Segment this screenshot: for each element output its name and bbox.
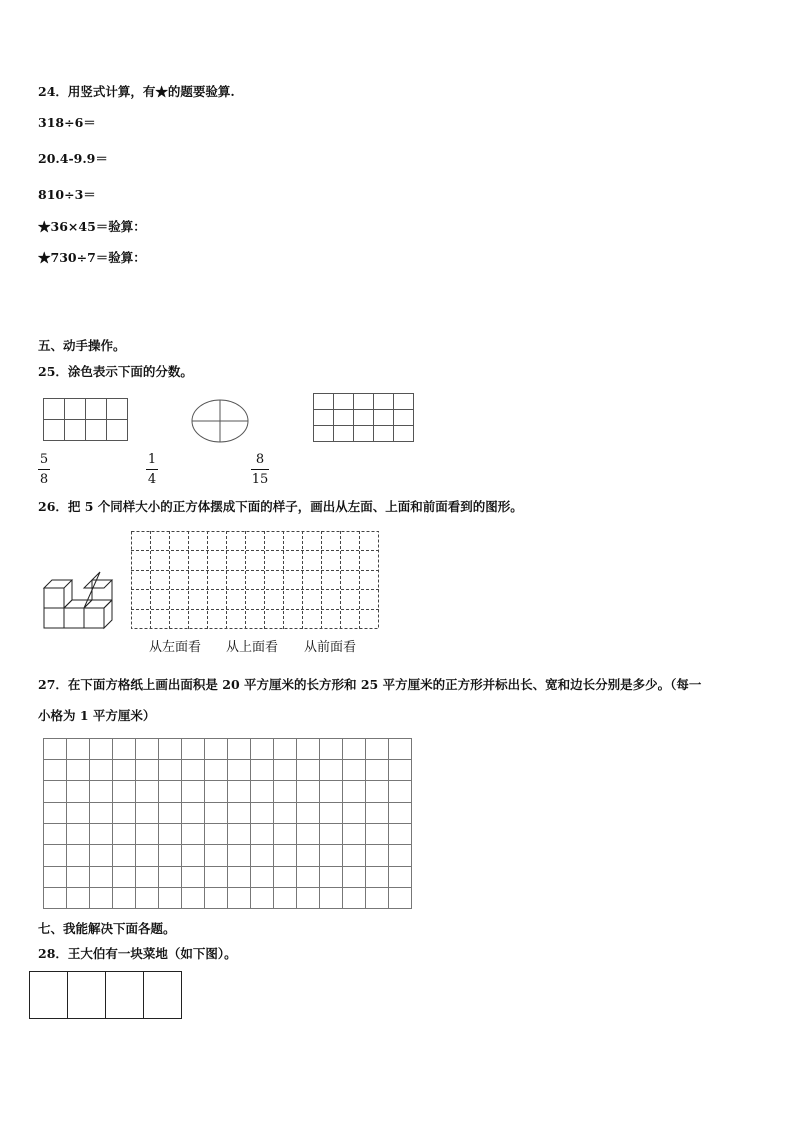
denominator: 15: [251, 472, 269, 487]
numerator: 8: [255, 452, 265, 467]
q24-item-4: ★36×45＝验算：: [38, 219, 146, 234]
q28-title: 28．王大伯有一块菜地（如下图）。: [38, 946, 237, 961]
section5-heading: 五、动手操作。: [38, 338, 126, 353]
fraction-five-eighths: [38, 452, 50, 487]
fraction-grid-fifteenths: [313, 393, 414, 442]
fraction-circle-quarters: [190, 398, 250, 444]
fraction-eight-fifteenths: [251, 452, 269, 487]
cube-arrangement-figure: [43, 578, 115, 630]
q24-item-1: 318÷6＝: [38, 115, 96, 130]
label-front-view: 从前面看: [304, 640, 357, 655]
numerator: 1: [147, 452, 157, 467]
q27-title-line1: 27．在下面方格纸上画出面积是 20 平方厘米的长方形和 25 平方厘米的正方形并标出长、宽和边长分别是多少。（每一: [38, 677, 702, 692]
vegetable-plot-figure: [29, 971, 182, 1019]
fraction-bar: [146, 469, 158, 470]
square-grid-paper[interactable]: [43, 738, 413, 910]
label-top-view: 从上面看: [226, 640, 279, 655]
section7-heading: 七、我能解决下面各题。: [38, 921, 176, 936]
label-left-view: 从左面看: [149, 640, 202, 655]
q24-item-3: 810÷3＝: [38, 187, 96, 202]
numerator: 5: [39, 452, 49, 467]
denominator: 8: [39, 472, 49, 487]
dashed-drawing-grid[interactable]: [131, 531, 379, 629]
fraction-grid-eighths: [43, 398, 128, 441]
fraction-one-quarter: [146, 452, 158, 487]
q24-item-5: ★730÷7＝验算：: [38, 250, 146, 265]
q27-title-line2: 小格为 1 平方厘米）: [38, 708, 156, 723]
q24-title: 24．用竖式计算，有★的题要验算.: [38, 84, 235, 99]
fraction-bar: [38, 469, 50, 470]
denominator: 4: [147, 472, 157, 487]
q24-item-2: 20.4-9.9＝: [38, 151, 108, 166]
q26-title: 26．把 5 个同样大小的正方体摆成下面的样子，画出从左面、上面和前面看到的图形。: [38, 499, 523, 514]
fraction-bar: [251, 469, 269, 470]
q25-title: 25．涂色表示下面的分数。: [38, 364, 193, 379]
